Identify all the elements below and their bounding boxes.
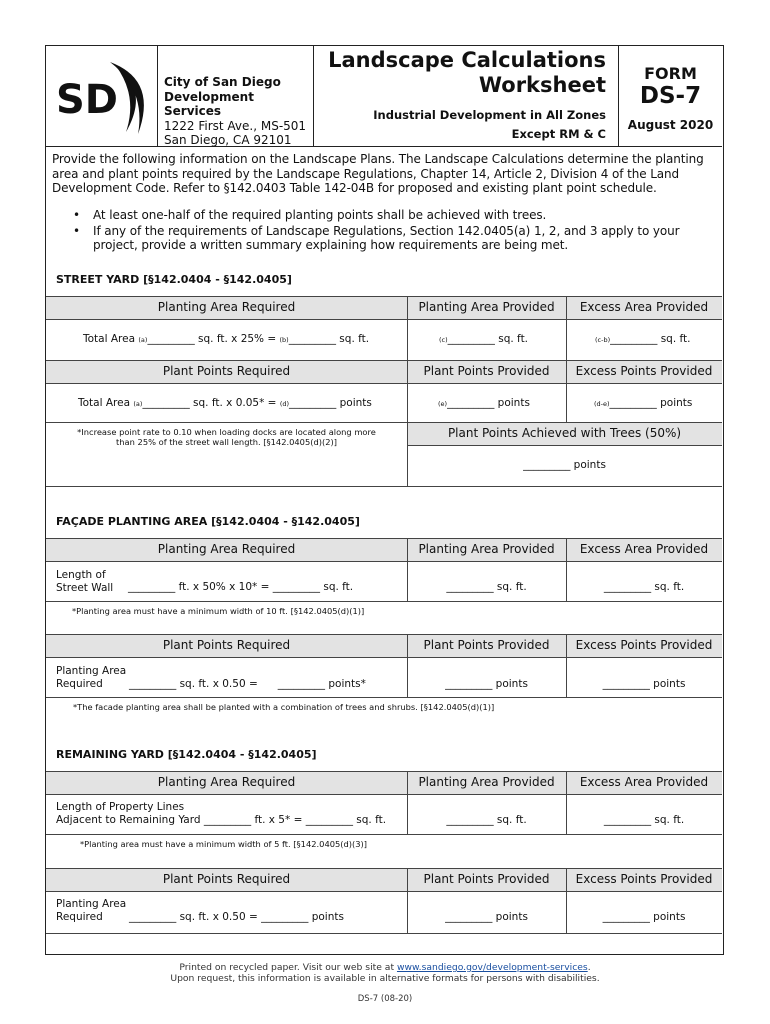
bullet-text: At least one-half of the required planting points shall be achieved with trees. — [93, 208, 547, 222]
footer-form-code: DS-7 (08-20) — [357, 994, 413, 1004]
form-header — [46, 46, 722, 147]
form-date: August 2020 — [627, 118, 714, 132]
org-city: San Diego, CA 92101 — [164, 133, 292, 147]
col-header-points-provided: Plant Points Provided — [423, 872, 550, 886]
remaining-area-note: *Planting area must have a minimum width of 5 ft. [§142.0405(d)(3)] — [80, 839, 368, 849]
street-points-formula: Total Area (a)_________ sq. ft. x 0.05* = (d)_________ points — [78, 397, 372, 409]
subtitle-line-1: Industrial Development in All Zones — [373, 108, 606, 122]
street-rate-note: *Increase point rate to 0.10 when loading docks are located along more than 25% of the street wall length. [§142.0405(d)(2)] — [77, 427, 376, 447]
remaining-yard-title: REMAINING YARD [§142.0404 - §142.0405] — [56, 748, 317, 761]
col-header-area-required: Planting Area Required — [157, 775, 296, 789]
street-points-provided: (e)_________ points — [438, 397, 530, 409]
remaining-points-label: Planting Area Required — [56, 898, 127, 923]
col-header-area-excess: Excess Area Provided — [579, 542, 709, 556]
title-line-2: Worksheet — [478, 73, 606, 97]
col-header-points-excess: Excess Points Provided — [575, 364, 713, 378]
facade-area-excess-field[interactable]: _________ sq. ft. — [603, 581, 685, 593]
intro-bullets — [69, 208, 719, 254]
remaining-points-excess-field[interactable]: _________ points — [602, 911, 686, 923]
remaining-points-formula[interactable]: _________ sq. ft. x 0.50 = _________ points — [129, 911, 344, 923]
col-header-points-provided: Plant Points Provided — [423, 364, 550, 378]
col-header-points-excess: Excess Points Provided — [575, 638, 713, 652]
street-points-excess: (d-e)_________ points — [594, 397, 693, 409]
col-header-points-required: Plant Points Required — [162, 364, 291, 378]
intro-paragraph: Provide the following information on the Landscape Plans. The Landscape Calculations determine the planting area and plant points required by the Landscape Regulations, Chapter 14, Article 2, Division 4 of the Land Development Code. Refer to §142.0403 Table 142-04B for proposed and existing plant point schedule. — [52, 152, 704, 196]
facade-points-excess-field[interactable]: _________ points — [602, 678, 686, 690]
col-header-area-provided: Planting Area Provided — [418, 775, 555, 789]
col-header-area-provided: Planting Area Provided — [418, 542, 555, 556]
col-header-area-required: Planting Area Required — [157, 300, 296, 314]
worksheet-form — [45, 45, 724, 955]
bullet-item: • At least one-half of the required planting points shall be achieved with trees. — [73, 208, 547, 222]
form-number: DS-7 — [639, 83, 702, 109]
org-street: 1222 First Ave., MS-501 — [164, 118, 307, 133]
col-header-area-excess: Excess Area Provided — [579, 300, 709, 314]
col-header-area-excess: Excess Area Provided — [579, 775, 709, 789]
street-yard-title: STREET YARD [§142.0404 - §142.0405] — [56, 273, 292, 286]
col-header-area-required: Planting Area Required — [157, 542, 296, 556]
org-address — [158, 46, 314, 147]
remaining-area-formula[interactable]: Length of Property Lines Adjacent to Remaining Yard _________ ft. x 5* = _________ sq. ft. — [56, 801, 387, 826]
col-header-points-provided: Plant Points Provided — [423, 638, 550, 652]
form-id-block — [619, 46, 722, 147]
street-area-formula: Total Area (a)_________ sq. ft. x 25% = (b)_________ sq. ft. — [83, 333, 370, 345]
street-points-required-field[interactable]: _________ points — [289, 397, 372, 409]
street-points-area-field[interactable]: _________ sq. ft. x 0.05* = — [142, 397, 277, 409]
form-label: FORM — [644, 64, 697, 83]
svg-text:SD: SD — [56, 77, 119, 123]
remaining-area-excess-field[interactable]: _________ sq. ft. — [603, 814, 685, 826]
trees-header: Plant Points Achieved with Trees (50%) — [447, 426, 682, 440]
street-area-provided-field[interactable]: _________ sq. ft. — [447, 333, 529, 345]
city-logo — [46, 46, 158, 147]
org-name: City of San Diego — [164, 75, 281, 89]
street-area-provided: (c)_________ sq. ft. — [439, 333, 529, 345]
sd-logo-icon — [46, 46, 158, 147]
street-area-required-field[interactable]: _________ sq. ft. — [288, 333, 370, 345]
bullet-item: • If any of the requirements of Landscape Regulations, Section 142.0405(a) 1, 2, and 3 apply to your project, provide a written summary explaining how requirements are being met. — [73, 223, 680, 253]
facade-title: FAÇADE PLANTING AREA [§142.0404 - §142.0405] — [56, 515, 360, 528]
col-header-points-required: Plant Points Required — [162, 872, 291, 886]
street-area-excess-field[interactable]: _________ sq. ft. — [610, 333, 691, 345]
remaining-area-provided-field[interactable]: _________ sq. ft. — [446, 814, 527, 826]
trees-points-field[interactable]: _________ points — [523, 459, 606, 471]
street-total-area-field[interactable]: _________ sq. ft. x 25% = — [147, 333, 277, 345]
website-link[interactable]: www.sandiego.gov/development-services — [396, 962, 588, 973]
facade-points-provided-field[interactable]: _________ points — [445, 678, 528, 690]
facade-area-provided-field[interactable]: _________ sq. ft. — [446, 581, 527, 593]
street-points-excess-field[interactable]: _________ points — [609, 397, 693, 409]
facade-points-note: *The facade planting area shall be planted with a combination of trees and shrubs. [§142.0405(d)(1)] — [73, 702, 495, 712]
footer-recycled-line: Printed on recycled paper. Visit our web site at www.sandiego.gov/development-services. — [179, 962, 591, 973]
facade-area-formula[interactable]: _________ ft. x 50% x 10* = _________ sq. ft. — [128, 581, 354, 593]
subtitle-line-2: Except RM & C — [511, 127, 606, 141]
remaining-points-provided-field[interactable]: _________ points — [445, 911, 528, 923]
col-header-area-provided: Planting Area Provided — [418, 300, 555, 314]
street-points-provided-field[interactable]: _________ points — [447, 397, 530, 409]
facade-points-label: Planting Area Required — [56, 665, 127, 690]
bullet-text: If any of the requirements of Landscape Regulations, Section 142.0405(a) 1, 2, and 3 apply to your project, provide a written summary explaining how requirements are being met. — [93, 223, 680, 253]
org-department: Development Services — [164, 89, 254, 118]
title-line-1: Landscape Calculations — [328, 48, 606, 72]
facade-area-note: *Planting area must have a minimum width of 10 ft. [§142.0405(d)(1)] — [72, 606, 365, 616]
facade-length-label: Length of Street Wall — [56, 569, 114, 594]
col-header-points-required: Plant Points Required — [162, 638, 291, 652]
form-title-block — [314, 46, 619, 147]
col-header-points-excess: Excess Points Provided — [575, 872, 713, 886]
footer-accessibility-line: Upon request, this information is available in alternative formats for persons with disabilities. — [170, 973, 600, 984]
facade-points-formula[interactable]: _________ sq. ft. x 0.50 = _________ points* — [129, 678, 366, 690]
street-area-excess: (c-b)_________ sq. ft. — [595, 333, 691, 345]
